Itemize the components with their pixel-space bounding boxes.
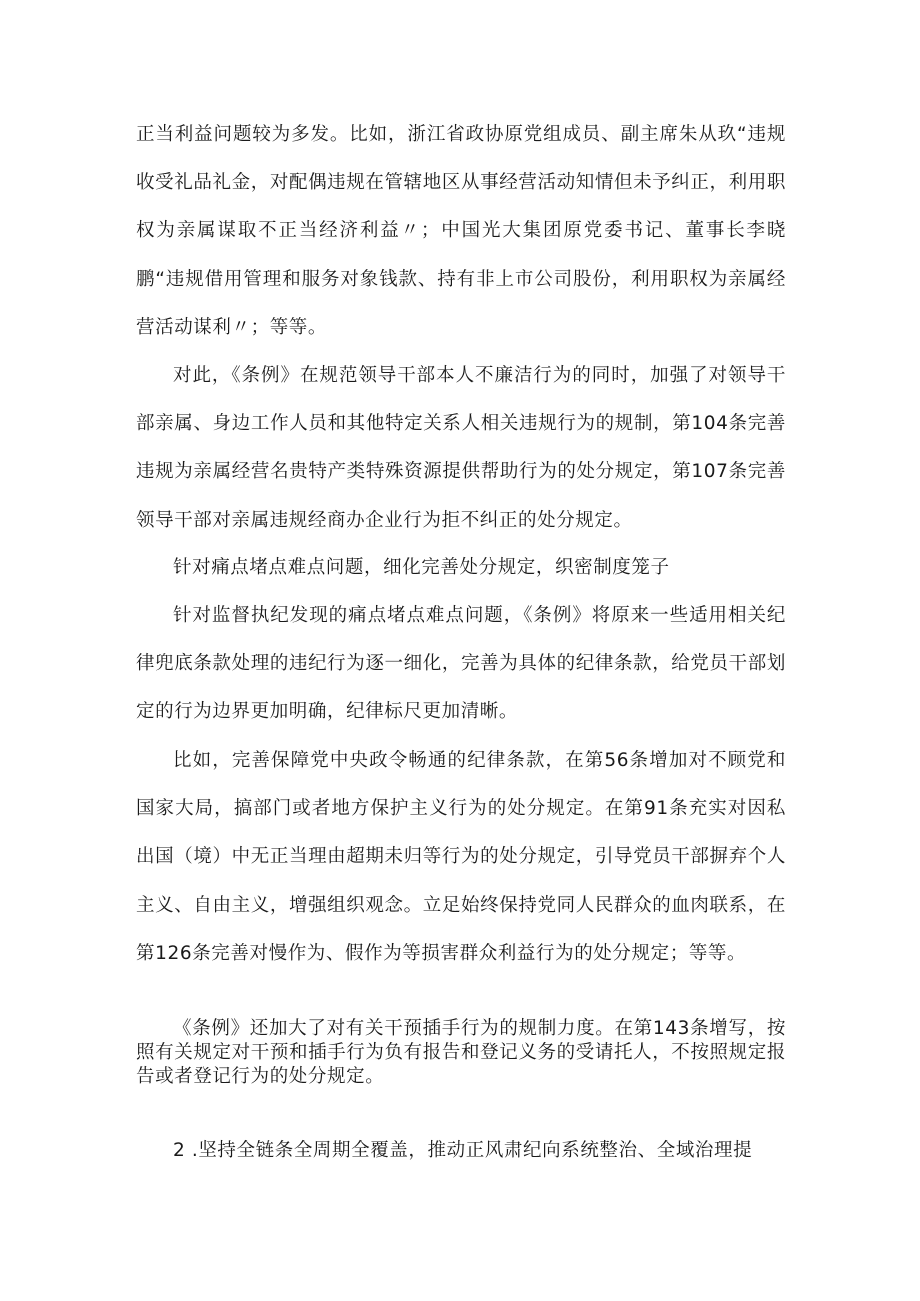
paragraph-1: 正当利益问题较为多发。比如，浙江省政协原党组成员、副主席朱从玖“违规收受礼品礼金，对配偶违规在管辖地区从事经营活动知情但未予纠正，利用职权为亲属谋取不正当经济利益〃；中国光大集团原党委书记、董事长李晓鹏“违规借用管理和服务对象钱款、持有非上市公司股份，利用职权为亲属经营活动谋利〃；等等。 — [136, 124, 786, 338]
paragraph-6: 2 .坚持全链条全周期全覆盖，推动正风肃纪向系统整治、全域治理提 — [173, 1140, 753, 1161]
paragraph-5: 《条例》还加大了对有关干预插手行为的规制力度。在第143条增写，按照有关规定对干预和插手行为负有报告和登记义务的受请托人，不按照规定报告或者登记行为的处分规定。 — [136, 1018, 786, 1087]
paragraph-4: 比如，完善保障党中央政令畅通的纪律条款，在第56条增加对不顾党和国家大局，搞部门或者地方保护主义行为的处分规定。在第91条充实对因私出国（境）中无正当理由超期未归等行为的处分规定，引导党员干部摒弃个人主义、自由主义，增强组织观念。立足始终保持党同人民群众的血肉联系，在第126条完善对慢作为、假作为等损害群众利益行为的处分规定；等等。 — [136, 750, 786, 964]
paragraph-2: 对此，《条例》在规范领导干部本人不廉洁行为的同时，加强了对领导干部亲属、身边工作人员和其他特定关系人相关违规行为的规制，第104条完善违规为亲属经营名贵特产类特殊资源提供帮助行为的处分规定，第107条完善领导干部对亲属违规经商办企业行为拒不纠正的处分规定。 — [136, 365, 786, 531]
section-heading: 针对痛点堵点难点问题，细化完善处分规定，织密制度笼子 — [173, 557, 670, 578]
paragraph-3: 针对监督执纪发现的痛点堵点难点问题，《条例》将原来一些适用相关纪律兜底条款处理的违纪行为逐一细化，完善为具体的纪律条款，给党员干部划定的行为边界更加明确，纪律标尺更加清晰。 — [136, 605, 786, 723]
